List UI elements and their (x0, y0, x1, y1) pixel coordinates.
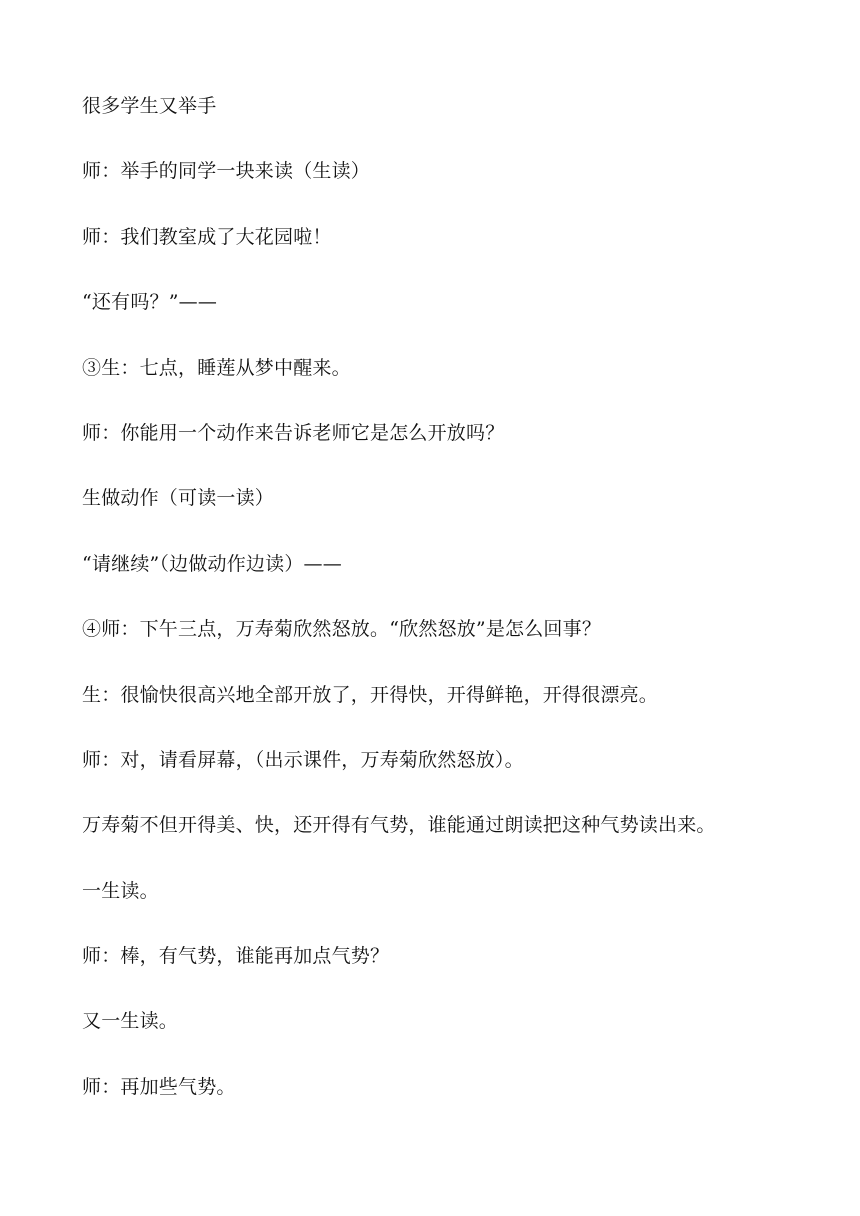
text-line: 师：举手的同学一块来读（生读） (82, 160, 371, 183)
text-line: 万寿菊不但开得美、快，还开得有气势，谁能通过朗读把这种气势读出来。 (82, 814, 716, 837)
text-line: ③生：七点，睡莲从梦中醒来。 (82, 356, 351, 379)
text-line: 师：我们教室成了大花园啦！ (82, 225, 332, 248)
document-body (82, 88, 802, 1134)
text-line: 师：再加些气势。 (82, 1075, 236, 1098)
text-line: 生：很愉快很高兴地全部开放了，开得快，开得鲜艳，开得很漂亮。 (82, 683, 659, 706)
text-line: 很多学生又举手 (82, 95, 217, 117)
text-line: “还有吗？”—— (82, 291, 218, 314)
text-line: ④师：下午三点，万寿菊欣然怒放。“欣然怒放”是怎么回事？ (82, 618, 602, 641)
text-line: 一生读。 (82, 879, 159, 902)
text-line: 师：对，请看屏幕，（出示课件，万寿菊欣然怒放）。 (82, 748, 524, 771)
text-line: 师：棒，有气势，谁能再加点气势？ (82, 945, 390, 968)
text-line: 师：你能用一个动作来告诉老师它是怎么开放吗？ (82, 421, 505, 444)
text-line: “请继续”（边做动作边读）—— (82, 552, 342, 575)
text-line: 又一生读。 (82, 1010, 179, 1033)
text-line: 生做动作（可读一读） (82, 487, 275, 510)
